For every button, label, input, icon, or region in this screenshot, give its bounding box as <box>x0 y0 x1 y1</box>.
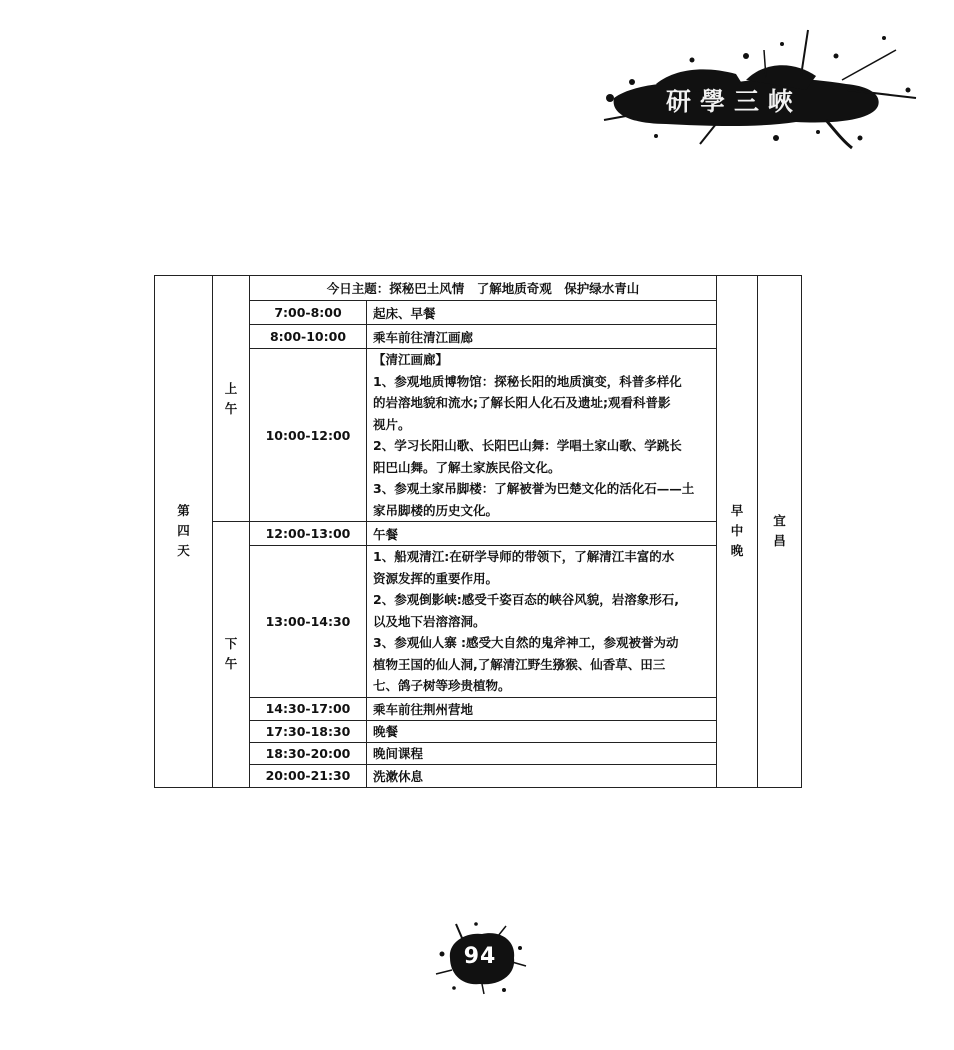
activity-line: 3、参观仙人寨 :感受大自然的鬼斧神工，参观被誉为动 <box>373 635 679 650</box>
activity-line: 以及地下岩溶溶洞。 <box>373 613 486 629</box>
morning-label: 上 午 <box>213 276 250 522</box>
table-row <box>155 301 802 325</box>
table-row <box>155 720 802 742</box>
activity-line: 家吊脚楼的历史文化。 <box>373 502 499 518</box>
table-row <box>155 522 802 546</box>
activity-cell: 洗漱休息 <box>367 764 717 787</box>
table-row <box>155 764 802 787</box>
activity-line: 植物王国的仙人洞,了解清江野生猕猴、仙香草、田三 <box>373 656 666 672</box>
activity-cell <box>367 349 717 522</box>
activity-line: 2、参观倒影峡:感受千姿百态的峡谷风貌，岩溶象形石, <box>373 592 679 607</box>
table-row <box>155 742 802 764</box>
table-row <box>155 546 802 698</box>
page-number: 94 <box>463 944 497 969</box>
table-row <box>155 349 802 522</box>
activity-line: 【清江画廊】 <box>373 352 449 367</box>
activity-cell: 午餐 <box>367 522 717 546</box>
time-cell: 8:00-10:00 <box>250 325 367 349</box>
activity-cell: 乘车前往清江画廊 <box>367 325 717 349</box>
activity-line: 七、鸽子树等珍贵植物。 <box>373 678 511 693</box>
time-cell: 13:00-14:30 <box>250 546 367 698</box>
meals-label: 早 中 晚 <box>717 276 758 788</box>
activity-line: 3、参观土家吊脚楼：了解被誉为巴楚文化的活化石——土 <box>373 481 695 496</box>
time-cell: 7:00-8:00 <box>250 301 367 325</box>
activity-line: 资源发挥的重要作用。 <box>373 570 499 586</box>
time-cell: 20:00-21:30 <box>250 764 367 787</box>
time-cell: 17:30-18:30 <box>250 720 367 742</box>
activity-line: 阳巴山舞。了解土家族民俗文化。 <box>373 459 561 475</box>
daily-theme: 今日主题：探秘巴土风情 了解地质奇观 保护绿水青山 <box>250 276 717 301</box>
time-cell: 12:00-13:00 <box>250 522 367 546</box>
activity-cell <box>367 546 717 698</box>
logo-title: 研學三峽 <box>666 87 803 116</box>
activity-line: 的岩溶地貌和流水;了解长阳人化石及遗址;观看科普影 <box>373 395 671 410</box>
time-cell: 18:30-20:00 <box>250 742 367 764</box>
activity-cell: 起床、早餐 <box>367 301 717 325</box>
lodging-label: 宜 昌 <box>758 276 802 788</box>
activity-line: 2、学习长阳山歌、长阳巴山舞：学唱土家山歌、学跳长 <box>373 438 682 453</box>
activity-cell: 晚餐 <box>367 720 717 742</box>
time-cell: 14:30-17:00 <box>250 697 367 720</box>
activity-line: 1、船观清江:在研学导师的带领下，了解清江丰富的水 <box>373 549 675 564</box>
activity-line: 1、参观地质博物馆：探秘长阳的地质演变，科普多样化 <box>373 373 682 389</box>
time-cell: 10:00-12:00 <box>250 349 367 522</box>
activity-cell: 晚间课程 <box>367 742 717 764</box>
activity-cell: 乘车前往荆州营地 <box>367 697 717 720</box>
table-row <box>155 697 802 720</box>
itinerary-table <box>154 275 802 788</box>
table-row <box>155 325 802 349</box>
day-label: 第 四 天 <box>155 276 213 788</box>
activity-line: 视片。 <box>373 416 411 432</box>
afternoon-label: 下 午 <box>213 522 250 788</box>
